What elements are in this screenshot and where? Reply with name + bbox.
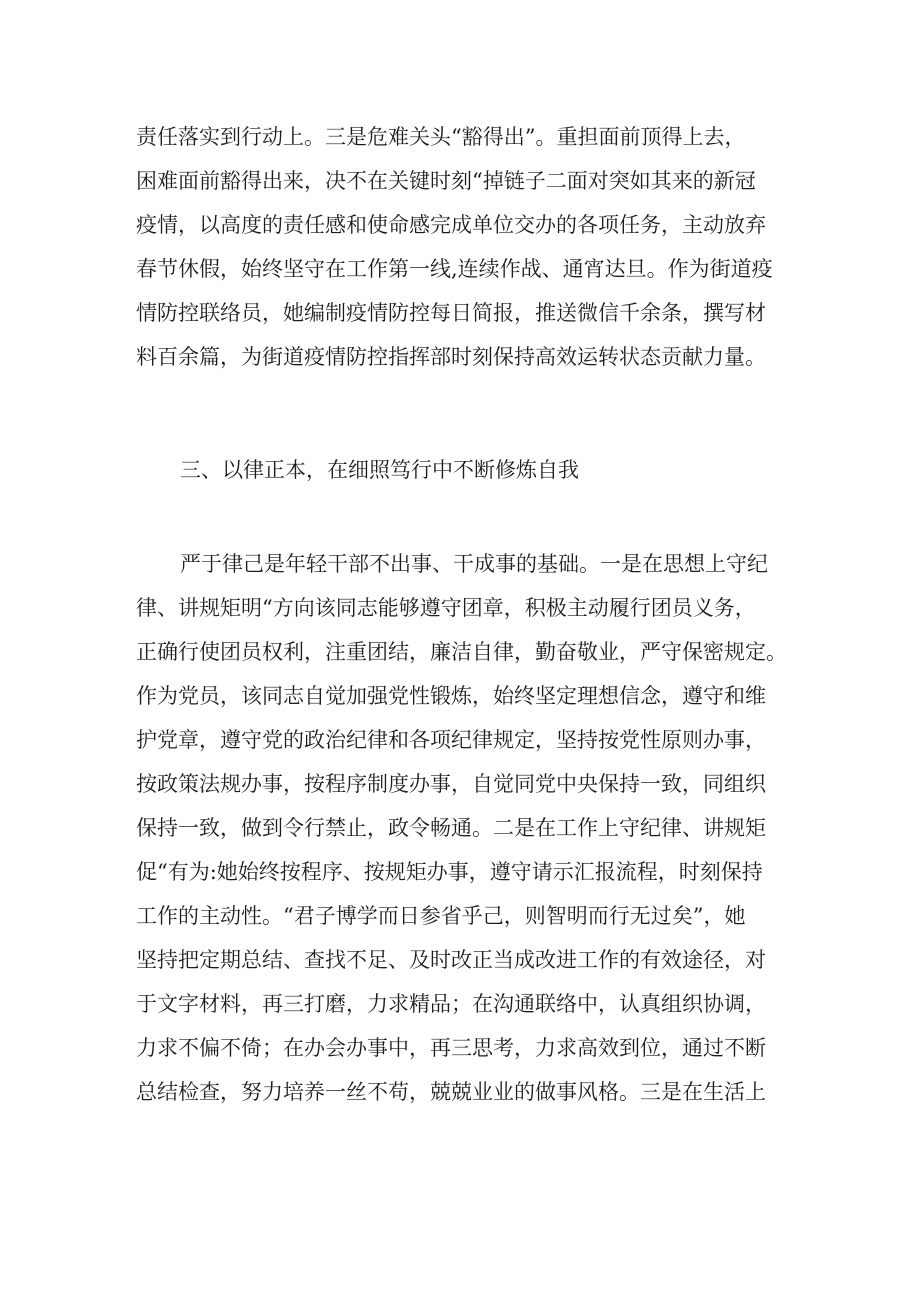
paragraph-2-line-4: 作为党员，该同志自觉加强党性锻炼，始终坚定理想信念，遵守和维 [136, 684, 766, 708]
section-heading: 三、以律正本，在细照笃行中不断修炼自我 [180, 458, 579, 482]
paragraph-1-line-4: 春节休假，始终坚守在工作第一线,连续作战、通宵达旦。作为街道疫 [136, 257, 773, 281]
paragraph-2-line-5: 护党章，遵守党的政治纪律和各项纪律规定，坚持按党性原则办事， [136, 728, 766, 752]
paragraph-2-line-11: 于文字材料，再三打磨，力求精品；在沟通联络中，认真组织协调， [136, 992, 766, 1016]
paragraph-1-line-3: 疫情，以高度的责任感和使命感完成单位交办的各项任务，主动放弃 [136, 213, 766, 237]
paragraph-2-line-10: 坚持把定期总结、查找不足、及时改正当成改进工作的有效途径，对 [136, 948, 766, 972]
paragraph-2-line-2: 律、讲规矩明“方向该同志能够遵守团章，积极主动履行团员义务， [136, 596, 756, 620]
paragraph-2-line-6: 按政策法规办事，按程序制度办事，自觉同党中央保持一致，同组织 [136, 772, 766, 796]
paragraph-2-line-8: 促“有为:她始终按程序、按规矩办事，遵守请示汇报流程，时刻保持 [136, 860, 763, 884]
paragraph-2-line-1: 严于律己是年轻干部不出事、干成事的基础。一是在思想上守纪 [180, 552, 768, 576]
paragraph-1-line-5: 情防控联络员，她编制疫情防控每日简报，推送微信千余条，撰写材 [136, 301, 766, 325]
paragraph-2-line-13: 总结检查，努力培养一丝不苟，兢兢业业的做事风格。三是在生活上 [136, 1080, 766, 1104]
paragraph-2-line-12: 力求不偏不倚；在办会办事中，再三思考，力求高效到位，通过不断 [136, 1036, 766, 1060]
paragraph-1-line-6: 料百余篇，为街道疫情防控指挥部时刻保持高效运转状态贡献力量。 [136, 345, 766, 369]
paragraph-2-line-9: 工作的主动性。“君子博学而日参省乎己，则智明而行无过矣”，她 [136, 904, 746, 928]
paragraph-2-line-7: 保持一致，做到令行禁止，政令畅通。二是在工作上守纪律、讲规矩 [136, 816, 766, 840]
paragraph-1-line-2: 困难面前豁得出来，决不在关键时刻“掉链子二面对突如其来的新冠 [136, 169, 756, 193]
paragraph-1-line-1: 责任落实到行动上。三是危难关头“豁得出”。重担面前顶得上去， [136, 125, 746, 149]
paragraph-2-line-3: 正确行使团员权利，注重团结，廉洁自律，勤奋敬业，严守保密规定。 [136, 640, 787, 664]
